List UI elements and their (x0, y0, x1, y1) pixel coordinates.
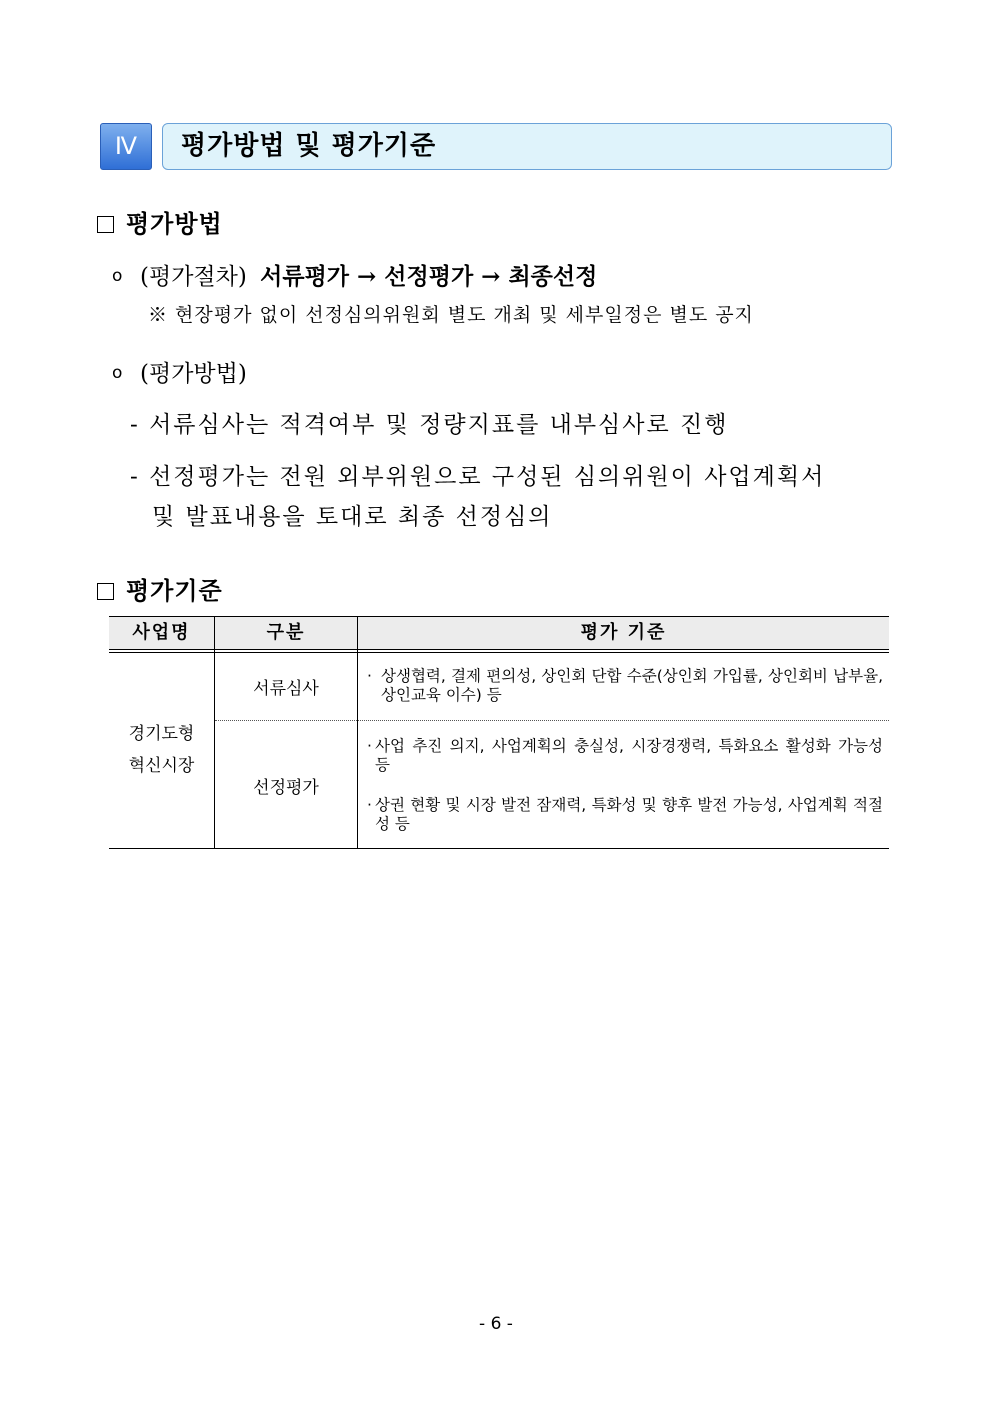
procedure-label: (평가절차) (140, 264, 247, 290)
table-row-divider (215, 720, 889, 721)
table-header-category: 구분 (215, 616, 357, 650)
square-bullet-icon (97, 583, 114, 600)
table-col-divider-2 (357, 616, 358, 849)
table-bottom-border (109, 848, 889, 849)
section-title: 평가방법 및 평가기준 (162, 123, 892, 170)
page-number: - 6 - (479, 1314, 513, 1334)
method-item (112, 355, 247, 388)
table-header-criteria: 평가 기준 (358, 616, 889, 650)
method-label: (평가방법) (140, 361, 247, 387)
table-top-border (109, 616, 889, 617)
square-bullet-icon (97, 216, 114, 233)
procedure-item (112, 258, 597, 291)
dot-bullet-icon: · (367, 667, 372, 685)
method-dash-2-line2: 및 발표내용을 토대로 최종 선정심의 (152, 504, 553, 530)
category-selection-evaluation: 선정평가 (253, 778, 319, 798)
criteria-item-3: · 상권 현황 및 시장 발전 잠재력, 특화성 및 향후 발전 가능성, 사업계획 적절성 등 (367, 796, 883, 833)
method-dash-1: - 서류심사는 적격여부 및 정량지표를 내부심사로 진행 (130, 412, 729, 438)
business-name: 경기도형 혁신시장 (128, 724, 195, 776)
table-header-business: 사업명 (109, 616, 214, 650)
heading-evaluation-criteria: 평가기준 (97, 571, 223, 606)
table-header-border-1 (109, 649, 889, 650)
dot-bullet-icon: · (367, 737, 372, 755)
table-header-border-2 (109, 652, 889, 653)
procedure-note: ※ 현장평가 없이 선정심의위원회 별도 개최 및 세부일정은 별도 공지 (148, 304, 754, 326)
criteria-table (109, 616, 889, 849)
circle-bullet-icon: o (112, 266, 123, 286)
method-dash-2-line1: - 선정평가는 전원 외부위원으로 구성된 심의위원이 사업계획서 (130, 464, 826, 490)
section-number-badge: Ⅳ (100, 123, 152, 170)
heading-evaluation-method: 평가방법 (97, 204, 223, 239)
category-document-review: 서류심사 (253, 679, 319, 699)
procedure-steps: 서류평가 → 선정평가 → 최종선정 (260, 263, 598, 290)
circle-bullet-icon: o (112, 363, 123, 383)
table-col-divider-1 (214, 616, 215, 849)
criteria-item-1: · 상생협력, 결제 편의성, 상인회 단합 수준(상인회 가입률, 상인회비 납부율, 상인교육 이수) 등 (367, 667, 883, 704)
dot-bullet-icon: · (367, 796, 372, 814)
criteria-item-2: · 사업 추진 의지, 사업계획의 충실성, 시장경쟁력, 특화요소 활성화 가능성 등 (367, 737, 883, 774)
